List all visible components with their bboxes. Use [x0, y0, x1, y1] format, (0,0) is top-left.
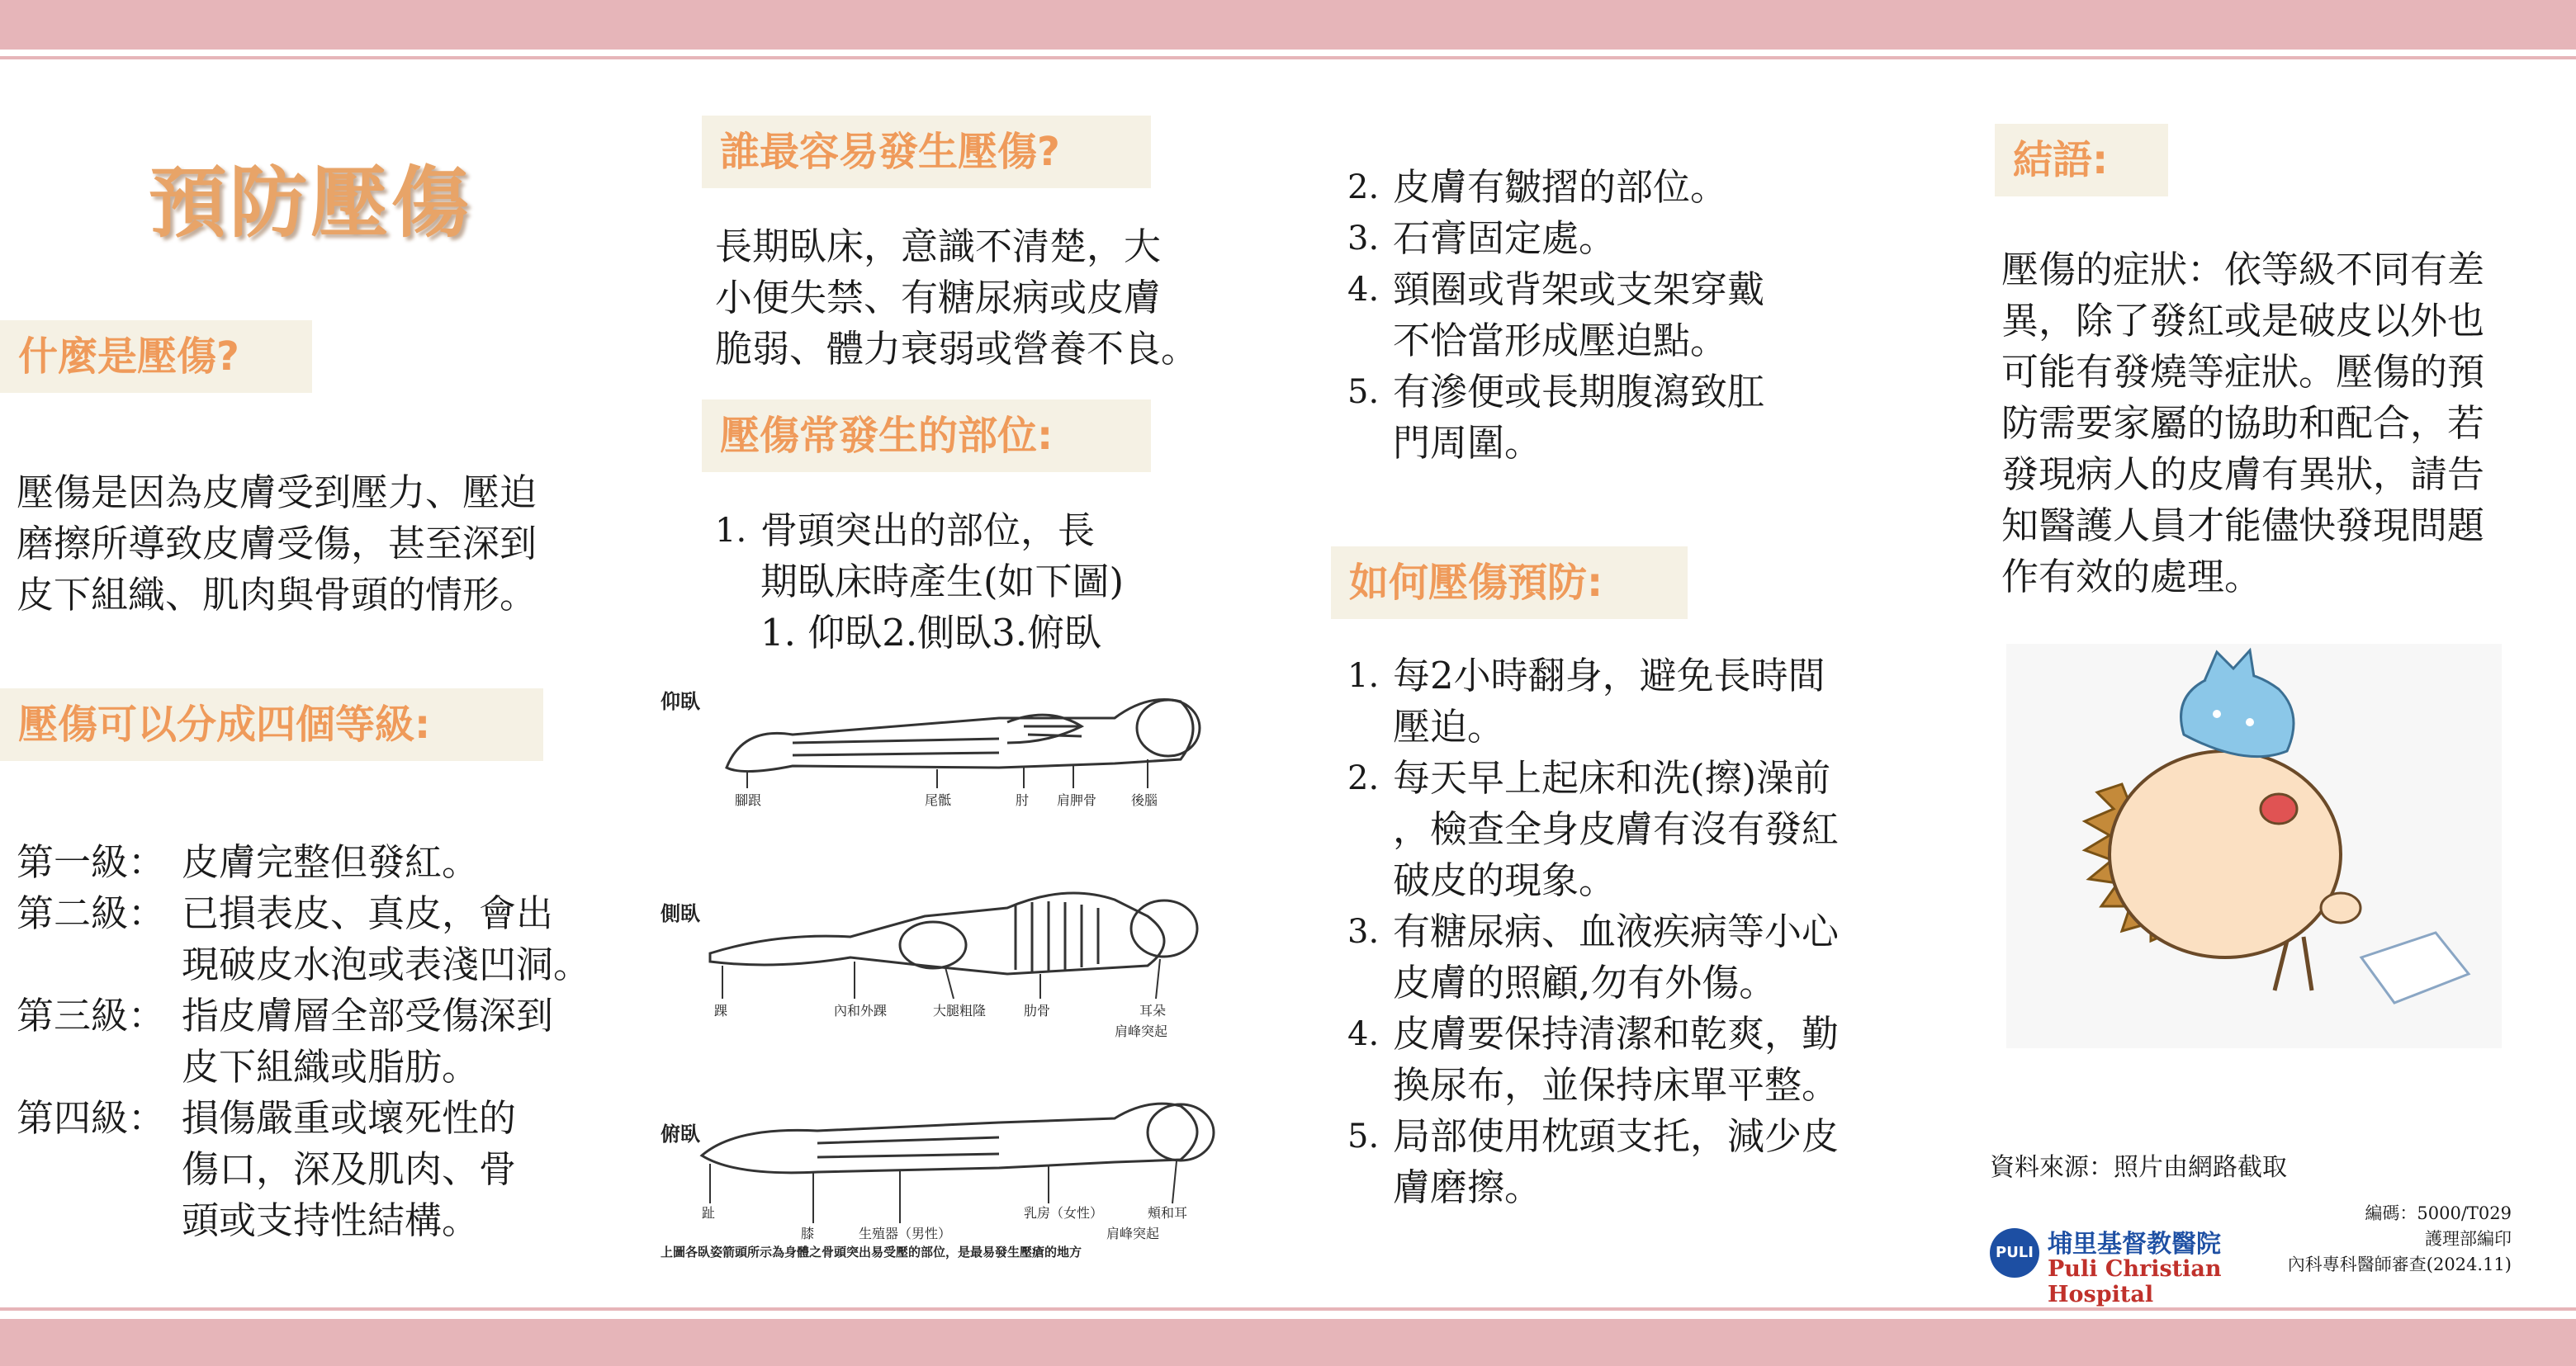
part-label: 肩峰突起 [1115, 1023, 1168, 1039]
list-text [1393, 1009, 1909, 1111]
list-num: 2. [1347, 168, 1380, 206]
level-item [17, 1093, 644, 1246]
part-label: 踝 [714, 1003, 728, 1019]
prevent-header: 如何壓傷預防: [1331, 546, 1688, 619]
prone-skeleton [702, 1104, 1214, 1173]
list-num: 5. [1347, 373, 1380, 411]
text-line: 有糖尿病、血液疾病等小心 [1393, 910, 1840, 953]
part-label: 乳房（女性） [1024, 1205, 1104, 1221]
side-label: 側臥 [661, 902, 700, 925]
levels-header: 壓傷可以分成四個等級: [0, 688, 543, 761]
text-line: 防需要家屬的協助和配合，若 [2001, 401, 2485, 445]
text-line: 皮膚的照顧,勿有外傷。 [1393, 961, 1777, 1004]
what-is-text [17, 467, 537, 621]
logo-chinese-name: 埔里基督教醫院 [2048, 1230, 2221, 1259]
level-text [182, 888, 644, 990]
level-line: 已損表皮、真皮，會出 [182, 891, 554, 935]
text-line: 頸圈或背架或支架穿戴 [1393, 267, 1765, 311]
logo-emblem: PULI [1990, 1228, 2039, 1278]
text-line: 異，除了發紅或是破皮以外也 [2001, 299, 2485, 343]
side-parts [714, 1003, 1167, 1039]
list-text [1393, 1111, 1909, 1213]
list-text [1393, 213, 1843, 264]
pressure-points-figure [652, 669, 1263, 1263]
part-label: 肩胛骨 [1057, 792, 1097, 808]
prevent-list [1347, 650, 1909, 1213]
figure-caption: 上圖各臥姿箭頭所示為身體之骨頭突出易受壓的部位，是最易發生壓瘡的地方 [661, 1245, 1082, 1260]
text-line: 可能有發燒等症狀。壓傷的預 [2001, 350, 2485, 394]
level-line: 現破皮水泡或表淺凹洞。 [182, 943, 591, 986]
text-line: 壓傷的症狀：依等級不同有差 [2001, 248, 2485, 291]
list-text [1393, 753, 1909, 906]
source-note: 資料來源：照片由網路截取 [1990, 1153, 2287, 1182]
level-label: 第三級： [17, 994, 166, 1037]
text-line: 不恰當形成壓迫點。 [1393, 319, 1728, 362]
site-1 [715, 505, 1124, 659]
part-label: 腳跟 [735, 792, 762, 808]
part-label: 大腿粗隆 [933, 1003, 987, 1019]
text-line: 皮下組織、肌肉與骨頭的情形。 [17, 573, 537, 617]
printed-by: 護理部編印 [2425, 1229, 2512, 1249]
part-label: 內和外踝 [834, 1003, 888, 1019]
level-line: 頭或支持性結構。 [182, 1198, 480, 1242]
list-num: 3. [1347, 220, 1380, 258]
list-item [1347, 162, 1843, 213]
top-rule [0, 56, 2576, 59]
posture-sub: 1. 仰臥2.側臥3.俯臥 [760, 611, 1102, 655]
levels-list [17, 837, 644, 1246]
list-num: 4. [1347, 1015, 1380, 1053]
part-label: 肩峰突起 [1106, 1226, 1160, 1241]
level-item [17, 990, 644, 1093]
supine-parts [735, 792, 1158, 808]
part-label: 肋骨 [1024, 1003, 1051, 1019]
who-text [715, 221, 1198, 375]
page-title: 預防壓傷 [149, 158, 473, 248]
list-num: 3. [1347, 913, 1380, 951]
part-label: 肘 [1016, 792, 1030, 808]
sites-header: 壓傷常發生的部位: [702, 399, 1151, 472]
level-line: 皮膚完整但發紅。 [182, 840, 480, 884]
text-line: 長期臥床，意識不清楚，大 [715, 225, 1162, 268]
text-line: 每2小時翻身，避免長時間 [1393, 654, 1825, 697]
text-line: 發現病人的皮膚有異狀，請告 [2001, 452, 2485, 496]
text-line: 期臥床時產生(如下圖) [760, 560, 1125, 603]
part-label: 生殖器（男性） [859, 1226, 952, 1241]
list-item [1347, 213, 1843, 264]
what-is-header: 什麼是壓傷? [0, 320, 312, 393]
text-line: 壓傷是因為皮膚受到壓力、壓迫 [17, 470, 537, 514]
part-label: 頰和耳 [1148, 1205, 1188, 1221]
text-line: 脆弱、體力衰弱或營養不良。 [715, 327, 1199, 371]
text-line: 石膏固定處。 [1393, 216, 1617, 260]
text-line: 門周圍。 [1393, 421, 1542, 465]
list-item [1347, 650, 1909, 753]
list-text [1393, 162, 1843, 213]
text-line: 作有效的處理。 [2001, 555, 2262, 598]
conclusion-text [2001, 244, 2484, 603]
part-label: 耳朵 [1139, 1003, 1167, 1019]
level-text [182, 1093, 644, 1246]
text-line: 皮膚要保持清潔和乾爽，勤 [1393, 1012, 1840, 1056]
conclusion-header: 結語: [1995, 124, 2168, 196]
bottom-rule [0, 1307, 2576, 1311]
level-line: 皮下組織或脂肪。 [182, 1045, 480, 1089]
doc-code: 編碼：5000/T029 [2365, 1203, 2512, 1223]
reviewed-by: 內科專科醫師審查(2024.11) [2287, 1255, 2512, 1274]
supine-label: 仰臥 [661, 690, 700, 713]
level-item [17, 837, 644, 888]
text-line: 壓迫。 [1393, 705, 1505, 749]
prone-arrows [710, 1161, 1177, 1223]
text-line: 換尿布，並保持床單平整。 [1393, 1063, 1840, 1107]
list-item [1347, 1009, 1909, 1111]
text-line: 磨擦所導致皮膚受傷，甚至深到 [17, 522, 537, 565]
list-num: 1. [1347, 657, 1380, 695]
level-text [182, 990, 644, 1093]
part-label: 後腦 [1131, 792, 1158, 808]
text-line: 知醫護人員才能儘快發現問題 [2001, 503, 2485, 547]
hospital-logo [1990, 1222, 2295, 1307]
part-label: 膝 [801, 1226, 815, 1241]
level-line: 指皮膚層全部受傷深到 [182, 994, 554, 1037]
text-line: 皮膚有皺摺的部位。 [1393, 165, 1728, 209]
logo-english-name: Puli Christian Hospital [2048, 1256, 2222, 1307]
list-text [1393, 366, 1843, 469]
list-text [1393, 264, 1843, 366]
list-num: 2. [1347, 759, 1380, 797]
level-label: 第一級： [17, 840, 166, 884]
text-line: 破皮的現象。 [1393, 858, 1617, 902]
side-skeleton [710, 893, 1197, 974]
level-label: 第二級： [17, 891, 166, 935]
pressure-sore-cartoon [2006, 644, 2502, 1048]
list-item [1347, 906, 1909, 1009]
level-text [182, 837, 644, 888]
site-1-num: 1. [715, 512, 747, 550]
list-num: 5. [1347, 1118, 1380, 1156]
prone-parts [702, 1205, 1187, 1241]
bottom-band [0, 1319, 2576, 1366]
text-line: 有滲便或長期腹瀉致肛 [1393, 370, 1765, 414]
document-meta [2288, 1201, 2512, 1278]
text-line: 骨頭突出的部位，長 [760, 508, 1096, 552]
part-label: 趾 [702, 1205, 716, 1221]
list-num: 4. [1347, 271, 1380, 309]
text-line: 膚磨擦。 [1393, 1165, 1542, 1209]
list-text [1393, 906, 1909, 1009]
level-item [17, 888, 644, 990]
list-item [1347, 264, 1843, 366]
text-line: ，檢查全身皮膚有沒有發紅 [1393, 807, 1840, 851]
level-line: 損傷嚴重或壞死性的 [182, 1096, 517, 1140]
part-label: 尾骶 [925, 792, 952, 808]
list-item [1347, 1111, 1909, 1213]
level-label: 第四級： [17, 1096, 166, 1140]
level-line: 傷口，深及肌肉、骨 [182, 1147, 517, 1191]
who-header: 誰最容易發生壓傷? [702, 116, 1151, 188]
list-text [1393, 650, 1909, 753]
list-item [1347, 366, 1843, 469]
prone-label: 俯臥 [661, 1123, 700, 1146]
text-line: 小便失禁、有糖尿病或皮膚 [715, 276, 1162, 319]
list-item [1347, 753, 1909, 906]
text-line: 局部使用枕頭支托，減少皮 [1393, 1114, 1840, 1158]
text-line: 每天早上起床和洗(擦)澡前 [1393, 756, 1831, 800]
more-sites-list [1347, 162, 1843, 469]
top-band [0, 0, 2576, 50]
supine-skeleton [727, 700, 1200, 772]
